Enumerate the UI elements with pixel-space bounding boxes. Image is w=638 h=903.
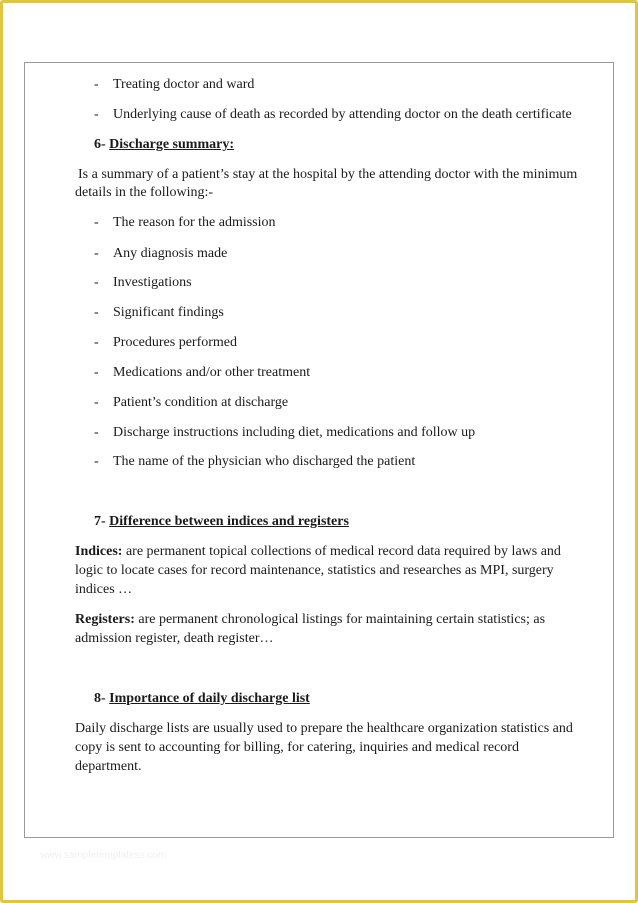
registers-label: Registers: [75,612,135,627]
list-item: The reason for the admission [113,215,276,230]
section-heading-7 [94,513,349,531]
indices-text: are permanent topical collections of medical record data required by laws and [122,544,561,559]
section-title: Difference between indices and registers [109,514,349,529]
paragraph-line: Daily discharge lists are usually used to prepare the healthcare organization statistics and [75,721,573,736]
bullet-dash: - [94,395,99,410]
paragraph-line: admission register, death register… [75,631,274,646]
section-heading-8 [94,690,310,708]
list-item: Investigations [113,275,192,290]
watermark: www.sampletemplatess.com [40,850,167,861]
bullet-dash: - [94,215,99,230]
paragraph-line: logic to locate cases for record maintenance, statistics and researches as MPI, surgery [75,563,554,578]
list-item: Significant findings [113,305,224,320]
list-item: Procedures performed [113,335,238,350]
section-title: Discharge summary: [109,137,234,152]
paragraph-line: Is a summary of a patient’s stay at the hospital by the attending doctor with the minimum [78,167,578,182]
indices-label: Indices: [75,544,123,559]
bullet-dash: - [94,425,99,440]
section-number: 6- [94,137,106,152]
bullet-dash: - [94,107,99,122]
list-item: Treating doctor and ward [113,77,255,92]
list-item: The name of the physician who discharged the patient [113,454,416,469]
indices-line-1 [75,543,561,561]
bullet-dash: - [94,454,99,469]
list-item: Medications and/or other treatment [113,365,311,380]
paragraph-line: department. [75,759,142,774]
section-number: 8- [94,691,106,706]
section-heading-6 [94,136,234,154]
section-title: Importance of daily discharge list [109,691,310,706]
paragraph-line: indices … [75,582,133,597]
paragraph-line: details in the following:- [75,185,214,200]
bullet-dash: - [94,246,99,261]
registers-line-1 [75,611,545,629]
list-item: Discharge instructions including diet, medications and follow up [113,425,476,440]
bullet-dash: - [94,335,99,350]
bullet-dash: - [94,77,99,92]
list-item: Any diagnosis made [113,246,228,261]
paragraph-line: copy is sent to accounting for billing, for catering, inquiries and medical record [75,740,519,755]
bullet-dash: - [94,365,99,380]
bullet-dash: - [94,305,99,320]
registers-text: are permanent chronological listings for maintaining certain statistics; as [134,612,546,627]
list-item: Patient’s condition at discharge [113,395,289,410]
list-item: Underlying cause of death as recorded by attending doctor on the death certificate [113,107,572,122]
section-number: 7- [94,514,106,529]
bullet-dash: - [94,275,99,290]
